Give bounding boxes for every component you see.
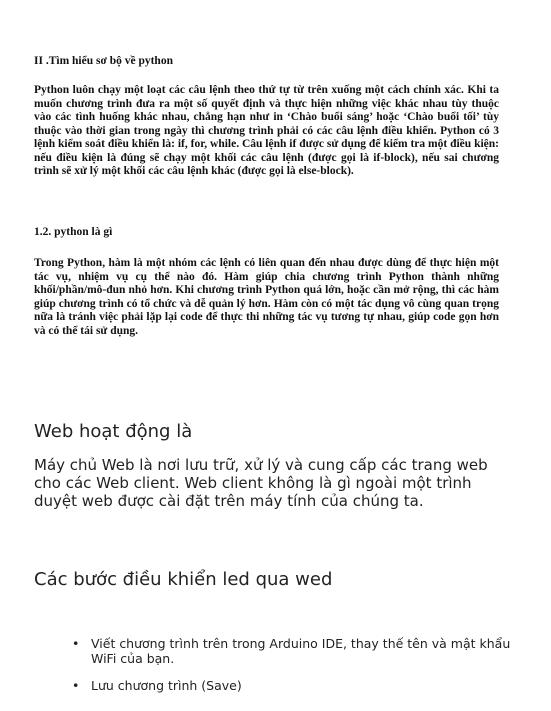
subsection-title: 1.2. python là gì <box>34 226 113 238</box>
web-heading: Web hoạt động là <box>34 421 193 442</box>
bullet-icon: • <box>72 678 80 693</box>
section-title: II .Tìm hiểu sơ bộ về python <box>34 55 173 67</box>
led-heading: Các bước điều khiển led qua wed <box>34 569 333 590</box>
subsection-paragraph: Trong Python, hàm là một nhóm các lệnh có liên quan đến nhau được dùng để thực hiện một tác vụ, nhiệm vụ cụ thể nào đó. Hàm giúp chia chương trình Python thành những khối/phần/mô-đun nhỏ hơn. Khi chương trình Python quá lớn, hoặc cần mở rộng, thì các hàm giúp chương trình có tổ chức và dễ quản lý hơn. Hàm còn có một tác dụng vô cùng quan trọng nữa là tránh việc phải lặp lại code để thực thi những tác vụ tương tự nhau, giúp code gọn hơn và có thể tái sử dụng. <box>34 257 499 337</box>
section-paragraph: Python luôn chạy một loạt các câu lệnh theo thứ tự từ trên xuống một cách chính xác. Khi ta muốn chương trình đưa ra một số quyết định và thực hiện những việc khác nhau tùy thuộc vào các tình huống khác nhau, chẳng hạn như in ‘Chào buổi sáng’ hoặc ‘Chào buổi tối’ tùy thuộc vào thời gian trong ngày thì chương trình phải có các câu lệnh điều khiển. Python có 3 lệnh kiểm soát điều khiển là: if, for, while. Câu lệnh if được sử dụng để kiểm tra một điều kiện: nếu điều kiện là đúng sẽ chạy một khối các câu lệnh (được gọi là if-block), nếu sai chương trình sẽ xử lý một khối các câu lệnh khác (được gọi là else-block). <box>34 84 499 177</box>
list-item <box>72 678 512 693</box>
bullet-icon: • <box>72 636 80 651</box>
list-item <box>72 636 512 666</box>
led-steps-list <box>72 636 512 693</box>
step-text: Viết chương trình trên trong Arduino IDE, thay thế tên và mật khẩu WiFi của bạn. <box>91 636 511 666</box>
web-paragraph: Máy chủ Web là nơi lưu trữ, xử lý và cung cấp các trang web cho các Web client. Web client không là gì ngoài một trình duyệt web được cài đặt trên máy tính của chúng ta. <box>34 456 488 510</box>
step-text: Lưu chương trình (Save) <box>91 678 242 693</box>
